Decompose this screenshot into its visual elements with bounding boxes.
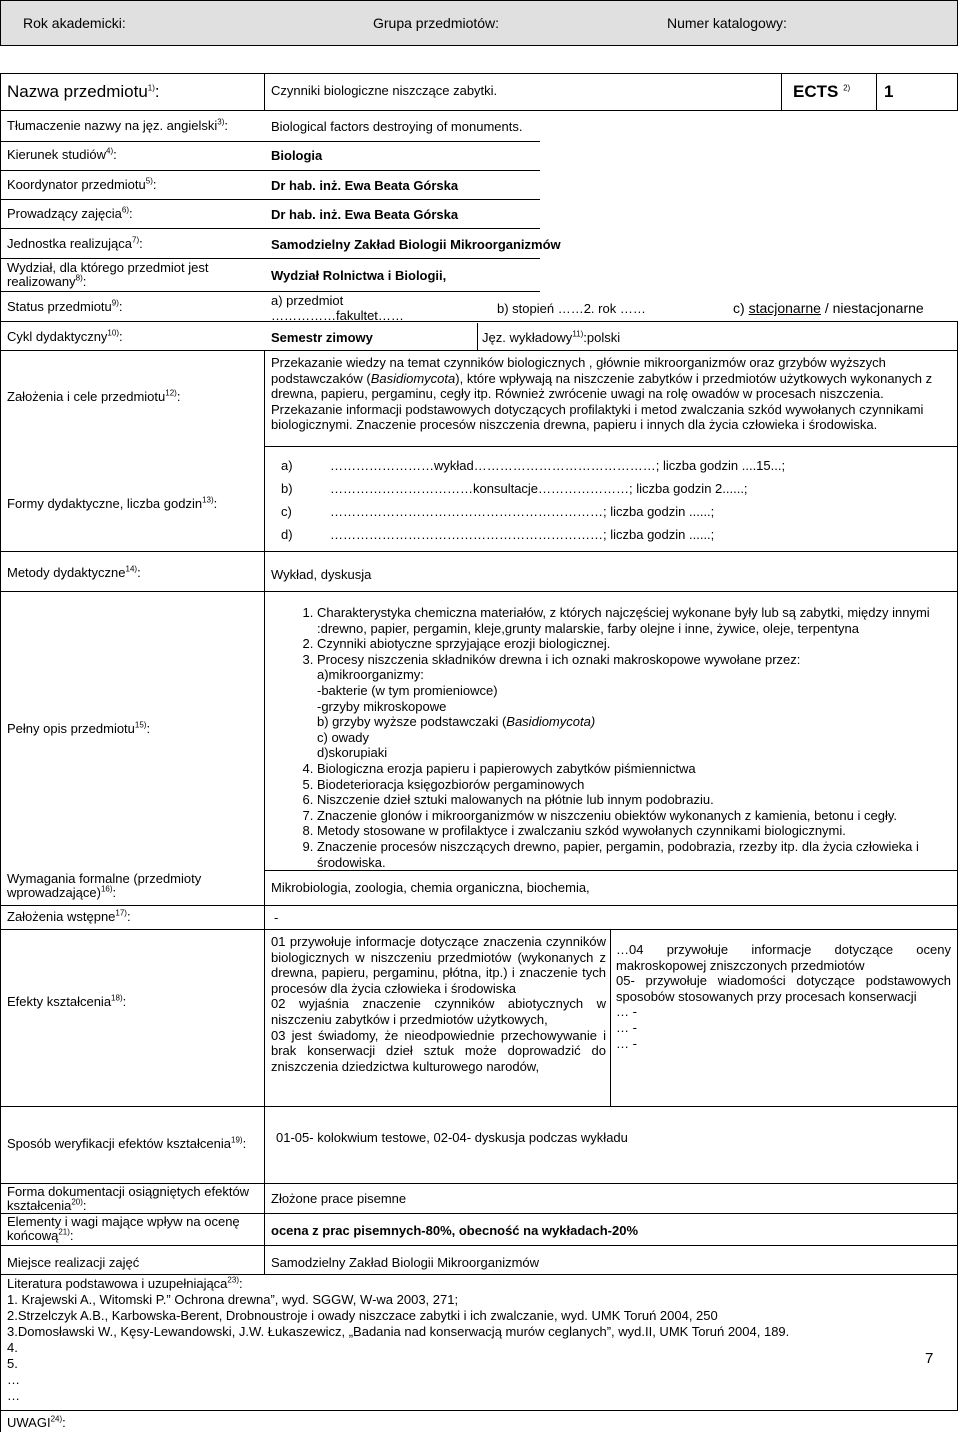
forma-d: d) [281,527,293,542]
efekty-left: 01 przywołuje informacje dotyczące znaczenia czynników biologicznych w niszczeniu przedmiotów (wykonanych z drewna, papieru, pergaminu, płótna, itp.) i znaczenie tych procesów dla życia człowieka i środowiska 02 wyjaśnia znaczenie czynników abiotycznych w niszczeniu zabytków i przedmiotów użytkowych, 03 jest świadomy, że nieodpowiednie przechowywanie i brak konserwacji dzieł sztuk może doprowadzić do zniszczenia dziedzictwa kulturowego narodów, [271,934,606,1074]
metody-label: Metody dydaktyczne$^{14)}$: [7,564,141,580]
literatura-item-6: … [7,1372,20,1387]
literatura-label: Literatura podstawowa i uzupełniająca$^{23)}$: [7,1275,243,1291]
miejsce-label: Miejsce realizacji zajęć [7,1255,140,1270]
koordynator-value: Dr hab. inż. Ewa Beata Górska [271,178,459,193]
jezyk-wykladowy: Jęz. wykładowy$^{11)}$:polski [482,329,621,345]
pelny-list [271,605,947,870]
status-label: Status przedmiotu$^{9)}$: [7,298,123,314]
efekty-right: …04 przywołuje informacje dotyczące oceny makroskopowej zniszczonych przedmiotów 05- przywołuje wiadomości dotyczące podstawowych sposobów stosowanych przy procesach konserwacji … - … - … - [616,942,951,1051]
pelny-item-4: 4. Biologiczna erozja papieru i papierowych zabytków piśmiennictwa [317,761,947,777]
koordynator-label: Koordynator przedmiotu$^{5)}$: [7,176,157,192]
jednostka-value: Samodzielny Zakład Biologii Mikroorganizmów [271,237,561,252]
prowadzacy-value: Dr hab. inż. Ewa Beata Górska [271,207,459,222]
prowadzacy-label: Prowadzący zajęcia$^{6)}$: [7,205,133,221]
cykl-value: Semestr zimowy [271,330,373,345]
pelny-item-3: 3. Procesy niszczenia składników drewna i ich oznaki makroskopowe wywołane przez: a)mikroorganizmy: -bakterie (w tym promieniowce) -grzyby mikroskopowe b) grzyby wyższe podstawczaki (Basidiomycota) c) owady d)skorupiaki [317,652,947,761]
tlumaczenie-value: Biological factors destroying of monuments. [271,119,523,134]
miejsce-value: Samodzielny Zakład Biologii Mikroorganizmów [271,1255,540,1270]
forma-a-text: ……………………wykład……………………………………; liczba godzin ....15...; [330,458,786,473]
ects-value: 1 [884,82,894,101]
kierunek-value: Biologia [271,148,323,163]
forma-c: c) [281,504,292,519]
wydzial-label: Wydział, dla którego przedmiot jest realizowany$^{8)}$: [7,260,209,289]
sposob-label: Sposób weryfikacji efektów kształcenia$^{19)}$: [7,1135,247,1151]
efekty-label: Efekty kształcenia$^{18)}$: [7,993,127,1009]
ects-label: ECTS $^{2)}$ [793,82,851,101]
forma-c-text: ………………………………………………………; liczba godzin ......; [330,504,715,519]
literatura-block [7,1276,947,1404]
jednostka-label: Jednostka realizująca$^{7)}$: [7,235,143,251]
cykl-label: Cykl dydaktyczny$^{10)}$: [7,328,123,344]
wydzial-value: Wydział Rolnictwa i Biologii, [271,268,447,283]
status-c: c) stacjonarne / niestacjonarne [733,300,924,316]
nazwa-label: Nazwa przedmiotu$^{1)}$: [7,82,160,101]
header-bar [0,0,958,46]
forma-dok-label: Forma dokumentacji osiągniętych efektów kształcenia$^{20)}$: [7,1184,250,1213]
pelny-item-8: 8. Metody stosowane w profilaktyce i zwalczaniu szkód wywołanych czynnikami biologicznymi. [317,823,947,839]
status-a: a) przedmiot ……………fakultet…… [271,293,404,323]
pelny-item-5: 5. Biodeterioracja księgozbiorów pergaminowych [317,777,947,793]
nazwa-value: Czynniki biologiczne niszczące zabytki. [271,83,498,98]
pelny-item-7: 7. Znaczenie glonów i mikroorganizmów w niszczeniu obiektów wykonanych z kamienia, betonu i cegły. [317,808,947,824]
tlumaczenie-label: Tłumaczenie nazwy na jęz. angielski$^{3)}$: [7,117,229,133]
formy-label: Formy dydaktyczne, liczba godzin$^{13)}$: [7,495,218,511]
literatura-item-4: 4. [7,1340,18,1355]
elementy-label: Elementy i wagi mające wpływ na ocenę końcową$^{21)}$: [7,1214,240,1243]
literatura-item-7: … [7,1388,20,1403]
wymagania-value: Mikrobiologia, zoologia, chemia organiczna, biochemia, [271,880,590,895]
zal-wstepne-label: Założenia wstępne$^{17)}$: [7,908,131,924]
pelny-item-2: 2. Czynniki abiotyczne sprzyjające erozji biologicznej. [317,636,947,652]
uwagi-label: UWAGI$^{24)}$: [7,1414,66,1430]
status-b: b) stopień ……2. rok …… [497,301,646,316]
zalozenia-label: Założenia i cele przedmiotu$^{12)}$: [7,388,181,404]
elementy-value: ocena z prac pisemnych-80%, obecność na wykładach-20% [271,1223,639,1238]
literatura-item-3: 3.Domosławski W., Kęsy-Lewandowski, J.W. Łukaszewicz, „Badania nad konserwacją murów ceglanych”, wyd.II, UMK Toruń 2004, 189. [7,1324,790,1339]
forma-a: a) [281,458,293,473]
wymagania-label: Wymagania formalne (przedmioty wprowadzające)$^{16)}$: [7,871,202,900]
forma-dok-value: Złożone prace pisemne [271,1191,407,1206]
sposob-value: 01-05- kolokwium testowe, 02-04- dyskusja podczas wykładu [276,1130,628,1145]
header-numer: Numer katalogowy: [667,15,787,31]
forma-b-text: ……………………………konsultacje…………………; liczba godzin 2......; [330,481,748,496]
header-grupa: Grupa przedmiotów: [373,15,500,31]
pelny-label: Pełny opis przedmiotu$^{15)}$: [7,720,151,736]
zal-wstepne-value: - [274,910,279,925]
literatura-item-2: 2.Strzelczyk A.B., Karbowska-Berent, Drobnoustroje i owady niszczace zabytki i ich zwalczanie, wyd. UMK Toruń 2004, 250 [7,1308,718,1323]
metody-value: Wykład, dyskusja [271,567,372,582]
pelny-item-1: 1. Charakterystyka chemiczna materiałów, z których najczęściej wykonane były lub są zabytki, między innymi :drewno, papier, pergamin, kleje,grunty malarskie, farby olejne i inne, żywice, oleje, terpentyna [317,605,947,636]
page-number: 7 [925,1350,934,1367]
zalozenia-value: Przekazanie wiedzy na temat czynników biologicznych , głównie mikroorganizmów oraz grzybów wyższych podstawczaków (Basidiomycota), które wpływają na niszczenie zabytków i przedmiotów użytkowych wykonanych z drewna, papieru, pergaminu, cegły itp. Również zwrócenie uwagi na rolę owadów w procesach niszczenia. Przekazanie informacji podstawowych dotyczących profilaktyki i metod zwalczania szkód wywołanych czynnikami biologicznymi. Znaczenie procesów niszczenia drewna, papieru i innych dla życia człowieka i środowiska. [271,355,933,432]
literatura-item-1: 1. Krajewski A., Witomski P.” Ochrona drewna”, wyd. SGGW, W-wa 2003, 271; [7,1292,459,1307]
pelny-item-9: 9. Znaczenie procesów niszczących drewno, papier, pergamin, podobrazia, rzezby itp. dla życia człowieka i środowiska. [317,839,947,870]
kierunek-label: Kierunek studiów$^{4)}$: [7,146,117,162]
forma-d-text: ………………………………………………………; liczba godzin ......; [330,527,715,542]
header-rok: Rok akademicki: [23,15,126,31]
literatura-item-5: 5. [7,1356,18,1371]
forma-b: b) [281,481,293,496]
pelny-item-6: 6. Niszczenie dzieł sztuki malowanych na płótnie lub innym podobraziu. [317,792,947,808]
